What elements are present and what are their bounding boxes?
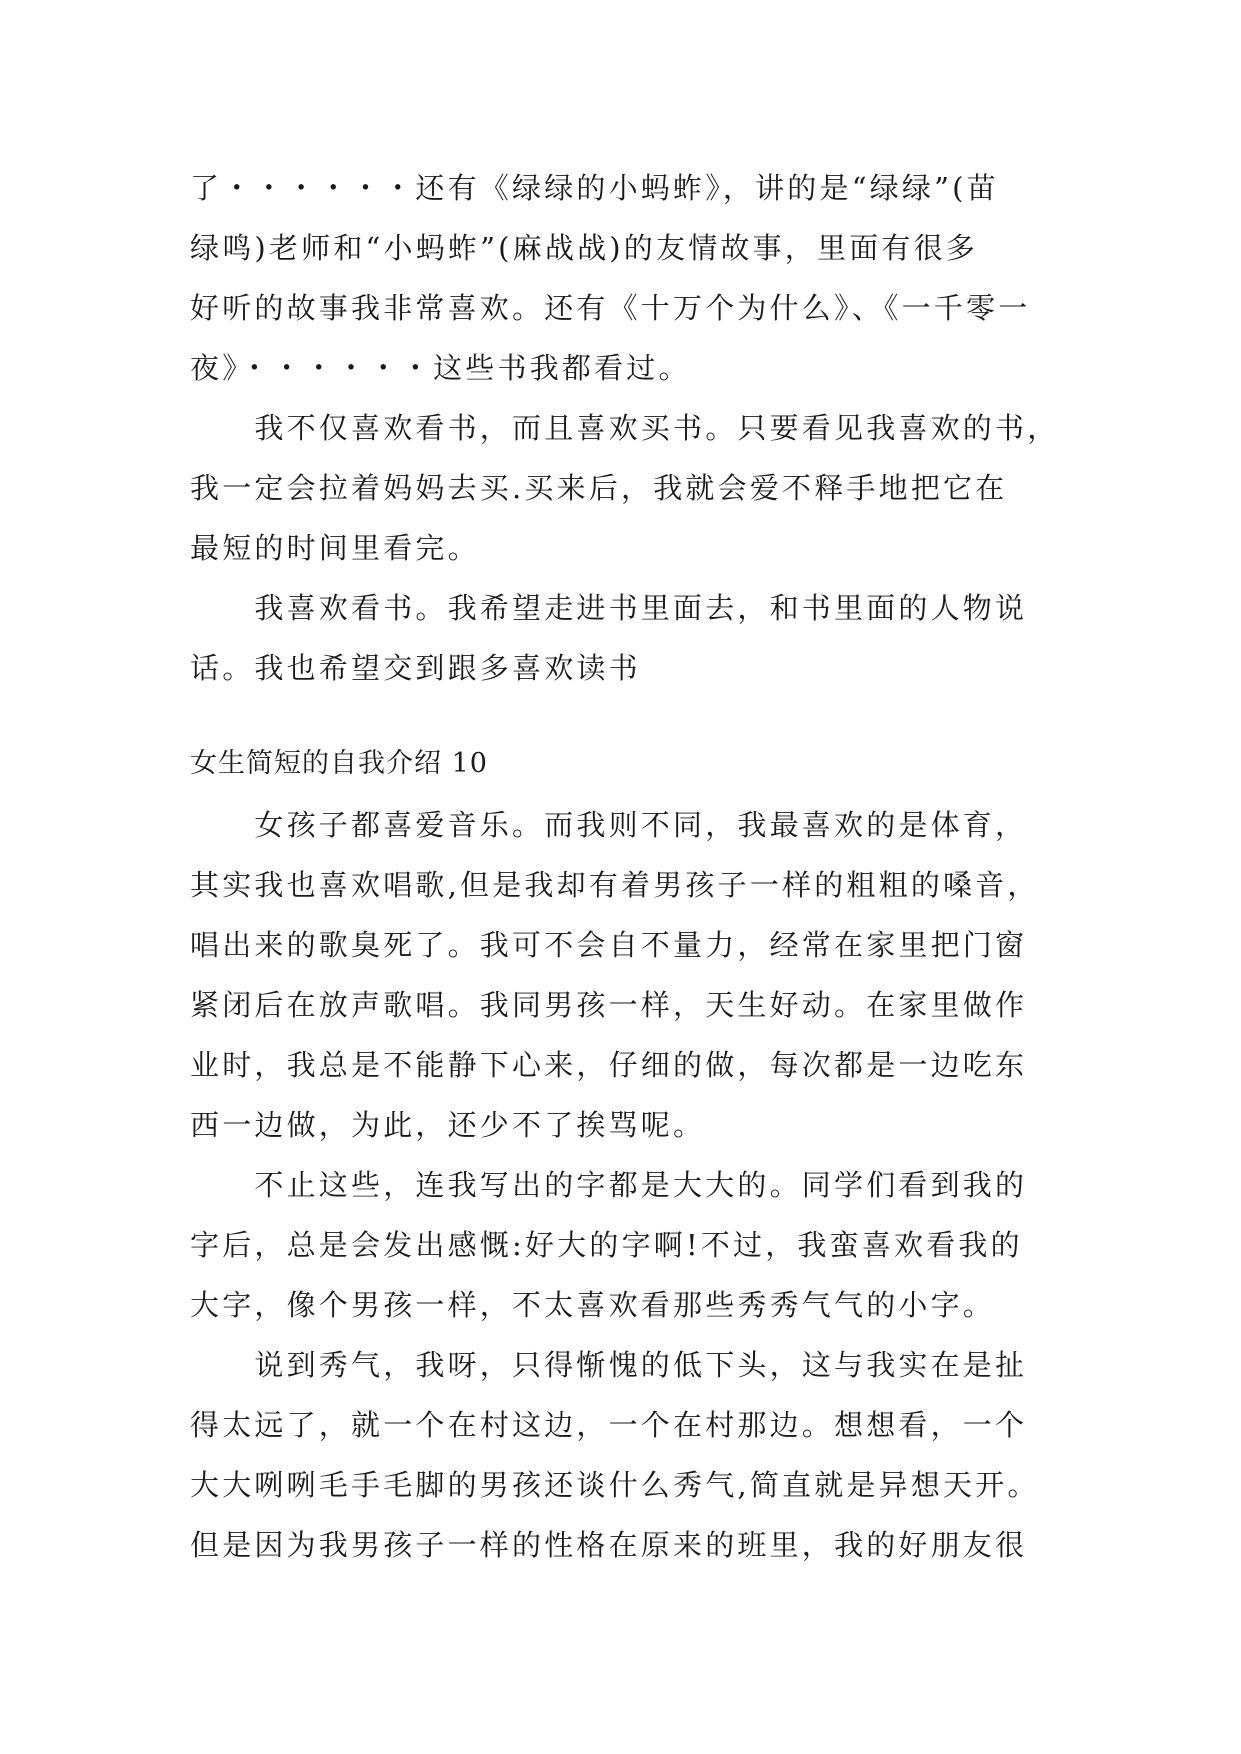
text-line: 说到秀气，我呀，只得惭愧的低下头，这与我实在是扯 xyxy=(190,1348,1028,1382)
text-line: 我喜欢看书。我希望走进书里面去，和书里面的人物说 xyxy=(190,591,1028,625)
text-line: 大大咧咧毛手毛脚的男孩还谈什么秀气,简直就是异想天开。 xyxy=(190,1468,1040,1502)
text-line: 我一定会拉着妈妈去买.买来后，我就会爱不释手地把它在 xyxy=(190,471,1008,505)
text-line: 得太远了，就一个在村这边，一个在村那边。想想看，一个 xyxy=(190,1408,1028,1442)
text-line: 其实我也喜欢唱歌,但是我却有着男孩子一样的粗粗的嗓音， xyxy=(190,868,1040,902)
text-line: 大字，像个男孩一样，不太喜欢看那些秀秀气气的小字。 xyxy=(190,1288,996,1322)
text-line: 西一边做，为此，还少不了挨骂呢。 xyxy=(190,1108,706,1142)
text-line: 话。我也希望交到跟多喜欢读书 xyxy=(190,651,641,685)
text-line: 但是因为我男孩子一样的性格在原来的班里，我的好朋友很 xyxy=(190,1528,1028,1562)
text-line: 唱出来的歌臭死了。我可不会自不量力，经常在家里把门窗 xyxy=(190,928,1028,962)
text-line: 最短的时间里看完。 xyxy=(190,531,480,565)
text-line: 紧闭后在放声歌唱。我同男孩一样，天生好动。在家里做作 xyxy=(190,988,1028,1022)
text-line: 好听的故事我非常喜欢。还有《十万个为什么》、《一千零一 xyxy=(190,291,1031,325)
text-line: 女孩子都喜爱音乐。而我则不同，我最喜欢的是体育， xyxy=(190,808,1028,842)
text-line: 了・・・・・・还有《绿绿的小蚂蚱》，讲的是“绿绿”(苗 xyxy=(190,171,999,205)
section-heading: 女生简短的自我介绍 10 xyxy=(190,748,488,779)
text-line: 不止这些，连我写出的字都是大大的。同学们看到我的 xyxy=(190,1168,1028,1202)
text-line: 字后，总是会发出感慨:好大的字啊!不过，我蛮喜欢看我的 xyxy=(190,1228,1023,1262)
text-line: 夜》・・・・・・这些书我都看过。 xyxy=(190,351,691,385)
text-line: 业时，我总是不能静下心来，仔细的做，每次都是一边吃东 xyxy=(190,1048,1028,1082)
text-line: 我不仅喜欢看书，而且喜欢买书。只要看见我喜欢的书， xyxy=(190,411,1060,445)
text-line: 绿鸣)老师和“小蚂蚱”(麻战战)的友情故事，里面有很多 xyxy=(190,231,978,265)
